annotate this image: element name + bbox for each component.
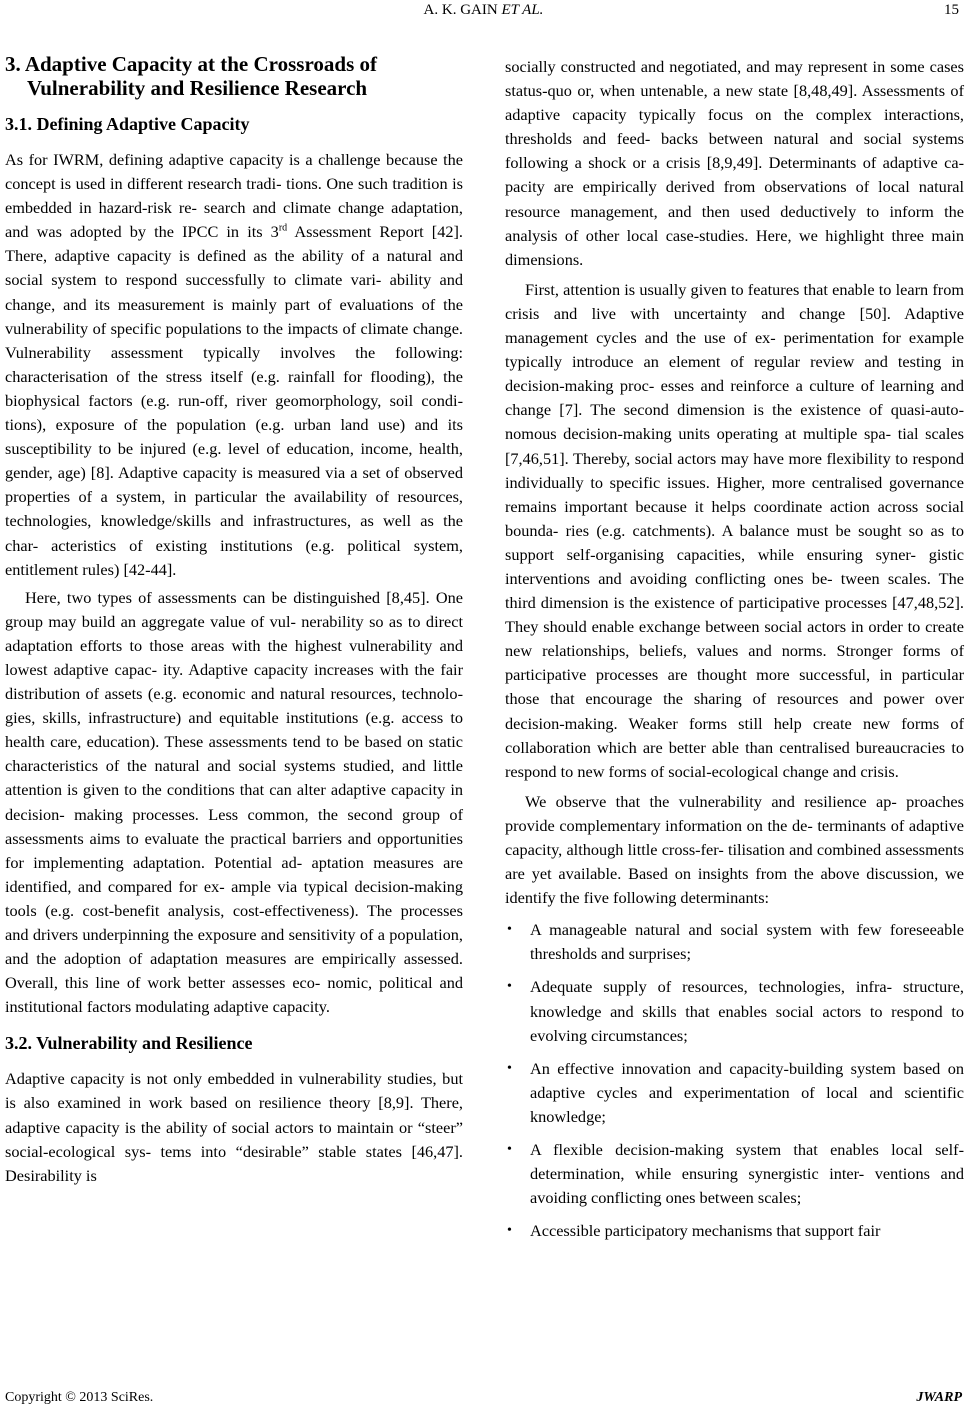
list-item bbox=[505, 975, 964, 1047]
paragraph: First, attention is usually given to features that enable to learn from crisis and live with uncertainty and change [50]. Adaptive management cycles and the use of ex- perimentation for example typically introduce an element of regular review and testing in decision-making proc- esses and reinforce a culture of learning and change [7]. The second dimension is the existence of quasi-auto- nomous decision-making units operating at multiple spa- tial scales [7,46,51]. Thereby, social actors may have more flexibility to respond individually to specific issues. Higher, more centralised governance remains important because it helps coordinate action across social bounda- ries (e.g. catchments). A balance must be sought so as to support self-organising capacities, while ensuring syner- gistic interventions and avoiding conflicting ones be- tween scales. The third dimension is the existence of participative processes [47,48,52]. They should enable exchange between social actors in order to create new relationships, beliefs, values and norms. Stronger forms of participative processes are thought more successful, in particular those that encourage the sharing of resources and power over decision-making. Weaker forms still help create new forms of collaboration which are better able than centralised bureaucracies to respond to new forms of social-ecological change and crisis. bbox=[505, 279, 964, 781]
list-item-text: A flexible decision-making system that enables local self-determination, while ensuring synergistic inter- ventions and avoiding conflicting ones between scales; bbox=[530, 1140, 964, 1208]
list-item-text: A manageable natural and social system with few foreseeable thresholds and surprises; bbox=[530, 920, 964, 964]
page-footer bbox=[0, 1390, 967, 1414]
section-title bbox=[5, 52, 463, 100]
header-etal: ET AL. bbox=[501, 2, 544, 18]
page-header bbox=[0, 0, 967, 30]
header-authors: A. K. GAIN bbox=[423, 2, 498, 18]
paragraph-text: Assessment Report [42]. There, adaptive capacity is defined as the ability of a natural and social system to respond successfully to climate vari- ability and change, and its measurement is mainly part of evaluations of the vulnerability of specific populations to the impacts of climate change. Vulnerability assessment typically involves the following: characterisation of the stress itself (e.g. rainfall for flooding), the biophysical factors (e.g. run-off, river geomorphology, soil condi- tions), exposure of the population (e.g. urban land use) and its susceptibility to be injured (e.g. level of education, income, health, gender, age) [8]. Adaptive capacity is measured via a set of observed properties of a system, in particular the availability of resources, technologies, knowledge/skills and infrastructures, as well as the char- acteristics of existing institutions (e.g. political system, entitlement rules) [42-44]. bbox=[5, 222, 464, 579]
bullet-icon: • bbox=[507, 922, 512, 938]
superscript: rd bbox=[278, 222, 288, 234]
list-item-text: Accessible participatory mechanisms that support fair bbox=[530, 1221, 881, 1241]
paragraph: socially constructed and negotiated, and may represent in some cases status-quo or, when untenable, a new state [8,48,49]. Assessments of adaptive capacity typically focus on the complex interactions, thresholds and feed- backs between natural and social systems following a shock or a crisis [8,9,49]. Determinants of adaptive ca- pacity are empirically derived from observations of local natural resource management, and then used deductively to inform the analysis of other local case-studies. Here, we highlight three main dimensions. bbox=[505, 57, 964, 269]
bullet-icon: • bbox=[507, 1060, 512, 1076]
list-item bbox=[505, 1219, 964, 1243]
list-item-text: An effective innovation and capacity-building system based on adaptive cycles and experimentation of local and scientific knowledge; bbox=[530, 1058, 964, 1126]
copyright-text: Copyright © 2013 SciRes. bbox=[5, 1390, 154, 1405]
paragraph: We observe that the vulnerability and resilience ap- proaches provide complementary information on the de- terminants of adaptive capacity, although little cross-fer- tilisation and combined assessments are yet available. Based on insights from the above discussion, we identify the five following determinants: bbox=[505, 791, 964, 908]
page-number: 15 bbox=[944, 2, 959, 18]
section-title-line2: Vulnerability and Resilience Research bbox=[27, 76, 368, 100]
paragraph bbox=[5, 148, 463, 582]
subsection-title-3-1: 3.1. Defining Adaptive Capacity bbox=[5, 114, 250, 134]
list-item bbox=[505, 1057, 964, 1129]
left-column bbox=[5, 52, 463, 1188]
list-item-text: Adequate supply of resources, technologies, infra- structure, knowledge and skills that enables social actors to respond to evolving circumstances; bbox=[530, 977, 964, 1045]
subsection-title-3-2: 3.2. Vulnerability and Resilience bbox=[5, 1033, 253, 1054]
list-item bbox=[505, 1138, 964, 1210]
journal-name: JWARP bbox=[916, 1390, 962, 1405]
paragraph: Adaptive capacity is not only embedded in vulnerability studies, but is also examined in work based on resilience theory [8,9]. There, adaptive capacity is the ability of social actors to maintain or “steer” social-ecological sys- tems into “desirable” stable states [46,47]. Desirability is bbox=[5, 1069, 463, 1185]
paragraph-text: As for IWRM, defining adaptive capacity is a challenge because the concept is used in different research tradi- tions. One such tradition is embedded in hazard-risk re- search and climate change adaptation, and was adopted by the IPCC in its 3 bbox=[5, 150, 463, 242]
bullet-icon: • bbox=[507, 1142, 512, 1158]
section-title-line1: 3. Adaptive Capacity at the Crossroads of bbox=[5, 52, 377, 76]
right-column bbox=[505, 55, 964, 1252]
list-item bbox=[505, 918, 964, 966]
determinants-list bbox=[505, 918, 964, 1243]
paragraph: Here, two types of assessments can be distinguished [8,45]. One group may build an aggregate value of vul- nerability so as to direct adaptation efforts to those areas with the highest vulnerability and lowest adaptive capac- ity. Adaptive capacity increases with the fair distribution of assets (e.g. economic and natural resources, technolo- gies, skills, infrastructure) and equitable institutions (e.g. access to health care, education). These assessments tend to be based on static characteristics of the natural and social systems studied, and little attention is given to the conditions that can alter adaptive capacity in decision- making processes. Less common, the second group of assessments aims to evaluate the practical barriers and opportunities for implementing adaptation. Potential ad- aptation measures are identified, and compared for ex- ample via typical decision-making tools (e.g. cost-benefit analysis, cost-effectiveness). The processes and drivers underpinning the exposure and sensitivity of a population, and the adoption of adaptation measures are empirically assessed. Overall, this line of work better assesses eco- nomic, political and institutional factors modulating adaptive capacity. bbox=[5, 587, 463, 1017]
running-header bbox=[0, 2, 967, 19]
bullet-icon: • bbox=[507, 1223, 512, 1239]
bullet-icon: • bbox=[507, 979, 512, 995]
